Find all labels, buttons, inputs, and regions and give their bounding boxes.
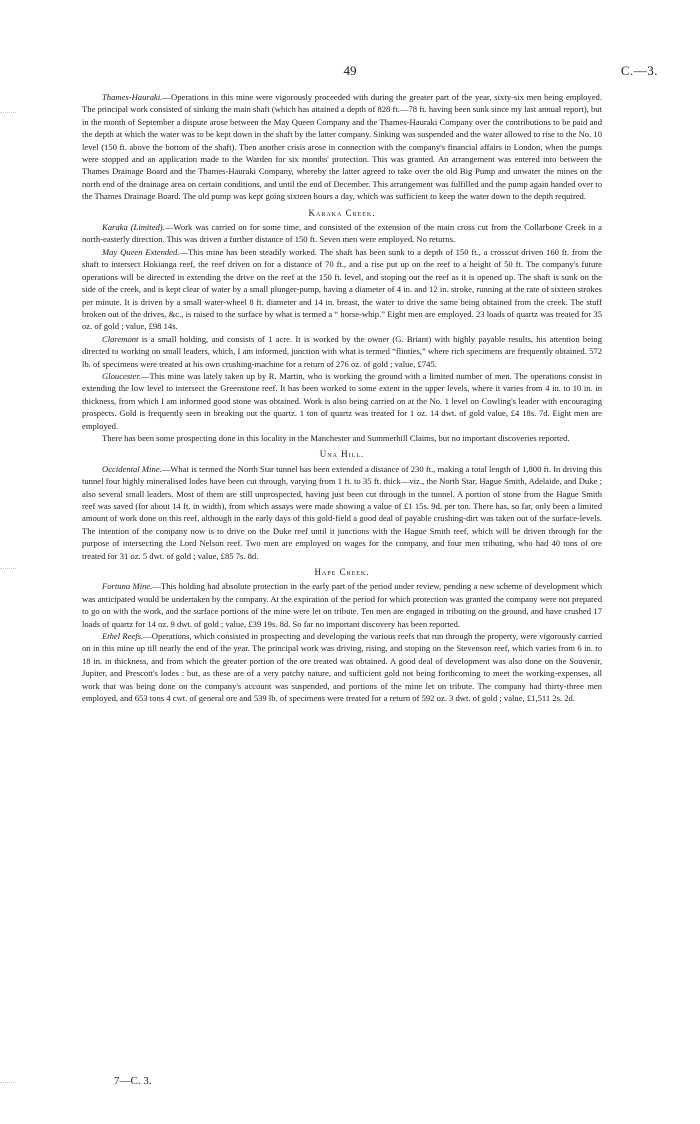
paragraph-text: —This mine was lately taken up by R. Martin, who is working the ground with a limited number of men. The operations consist in extending the low level to intersect the Greenstone reef. It has been worked to some extent in the upper levels, where it varies from 4 in. to 10 in. in thickness, from which I am informed good stone was obtained. Work is also being carried on at the No. 1 level on Cowling's leader with encouraging prospects. Gold is frequently seen in breaking out the quartz. 1 ton of quartz was treated for 1 oz. 14 dwt. of gold value, £4 18s. 7d. Eight men are employed. — [82, 370, 602, 431]
section-heading: Una Hill. — [319, 449, 365, 460]
mine-name: Ethel Reefs. — [102, 631, 144, 642]
paragraph — [82, 580, 602, 630]
mine-name: May Queen Extended. — [102, 246, 180, 257]
paragraph — [82, 463, 602, 562]
mine-name: Gloucester. — [102, 370, 141, 381]
series-label: C.—3. — [620, 63, 658, 78]
paragraph — [82, 246, 602, 333]
mine-name: Claremont — [102, 333, 139, 344]
paragraph-text: —This holding had absolute protection in the early part of the period under review, pending a new scheme of development which was anticipated would be undertaken by the company. At the expiration of the period for which protection was granted the company were not prepared to go on with the work, and the surface portions of the mine were let on tribute. Ten men are engaged in tributing on the ground, and have crushed 17 loads of quartz for 14 oz. 9 dwt. of gold ; value, £39 19s. 8d. So far no important discovery has been reported. — [82, 581, 602, 629]
paragraph-text: —What is termed the North Star tunnel has been extended a distance of 230 ft., making a total length of 1,800 ft. In driving this tunnel four highly mineralised lodes have been cut through, varying from 1 ft. to 35 ft. thick—viz., the North Star, Hague Smith, Adelaide, and Duke ; also several small leaders. Most of them are still unprospected, having just been cut through in the tunnel. A portion of stone from the Hague Smith reef was saved (for about 14 ft. in width), from which assays were made showing a value of £1 15s. 9d. per ton. There has, so far, only been a limited amount of work done on this reef, although in the early days of this gold-field a good deal of payable crushing-dirt was taken out of the surface-levels. The intention of the company now is to drive on the Duke reef until it junctions with the Hague Smith reef, which will be driven through for the purpose of intersecting the Lord Nelson reef. Two men are employed on wages for the company, and four men tributing, who had 40 tons of ore treated for 31 oz. 5 dwt. of gold ; value, £85 7s. 8d. — [82, 463, 602, 561]
paragraph — [82, 333, 602, 370]
paragraph-text: There has been some prospecting done in this locality in the Manchester and Summerhill Claims, but no important discoveries reported. — [102, 432, 570, 443]
section-heading: Hape Creek. — [314, 567, 370, 578]
paragraph — [82, 432, 602, 444]
paragraph-text: —Work was carried on for some time, and consisted of the extension of the main cross cut from the Collarbone Creek in a north-easterly direction. This was driven a further distance of 150 ft. Seven men were employed. No returns. — [82, 222, 603, 245]
paragraph — [82, 370, 602, 432]
mine-name: Thames-Hauraki. — [102, 92, 163, 102]
mine-name: Occidental Mine. — [102, 463, 162, 474]
section-heading: Karaka Creek. — [308, 207, 376, 218]
paragraph — [82, 91, 602, 203]
paragraph-text: —Operations, which consisted in prospecting and developing the various reefs that run through the property, were vigorously carried on in this mine up till nearly the end of the year. The principal work was driving, rising, and stoping on the Stevenson reef, which varies from 6 in. to 18 in. in thickness, and from which the greater portion of the ore treated was obtained. A good deal of development was also done on the Souvenir, Jupiter, and Prescott's lodes : but, as these are of a very patchy nature, and sufficient gold not being forthcoming to meet the working-expenses, all work that was being done on the company's account was suspended, and portions of the mine let on tribute. The company had thirty-three men employed, and 653 tons 4 cwt. of general ore and 539 lb. of specimens were treated for a return of 592 oz. 3 dwt. of gold ; value, £1,511 2s. 2d. — [82, 631, 602, 704]
mine-name: Fortuna Mine. — [102, 581, 153, 592]
report-body — [82, 91, 602, 705]
mine-name: Karaka (Limited). — [102, 222, 165, 233]
paragraph-text: —Operations in this mine were vigorously proceeded with during the greater part of the year, sixty-six men being employed. The principal work consisted of sinking the main shaft (which has attained a depth of 828 ft.—78 ft. having been sunk since my last annual report), but in the month of September a dispute arose between the May Queen Company and the Thames-Hauraki Company over the contributions to be paid and the depth at which the water was to be kept down in the shaft by the latter company. Sinking was suspended and the water allowed to rise to the No. 10 level (150 ft. above the bottom of the shaft). Then another crisis arose in connection with the company's financial affairs in London, when the pumps were stopped and an application made to the Warden for six months' protection. This was granted. An arrangement was entered into between the Thames Drainage Board and the Thames-Hauraki Company, whereby the latter agreed to take over the old Big Pump and unwater the mines on the north end of the drainage area on certain conditions, and until the end of December. This arrangement was fulfilled and the pump again handed over to the Thames Drainage Board. The old pump was kept going sixteen hours a day, which was sufficient to keep the water down to the depth required. — [82, 92, 602, 202]
page-edge-mark — [0, 568, 16, 569]
paragraph-text: is a small holding, and consists of 1 acre. It is worked by the owner (G. Briant) with highly payable results, his attention being directed to working on small leaders, which, I am informed, junction with what is termed “flinties,” where rich specimens are frequently obtained. 572 lb. of specimens were treated at his own crushing-machine for a return of 276 oz. of gold ; value, £745. — [82, 333, 602, 369]
paragraph — [82, 630, 602, 704]
sheet-signature: 7—C. 3. — [114, 1075, 152, 1087]
page-edge-mark — [0, 1082, 16, 1083]
paragraph-text: —This mine has been steadily worked. The shaft has been sunk to a depth of 150 ft., a crosscut driven 160 ft. from the shaft to intersect Hokianga reef, the reef driven on for a distance of 70 ft., and a rise put up on the reef to a height of 50 ft. The company's future operations will be directed in extending the drive on the reef at the 150 ft. level, and stoping out the reef as it is opened up. The shaft is sunk on the side of the creek, and is kept clear of water by a small plunger-pump, having a diameter of 4 in. and 12 in. stroke, running at the rate of sixteen strokes per minute. It is driven by a small water-wheel 8 ft. diameter and 14 in. breast, the water to drive the same being obtained from the creek. The stuff broken out of the drives, &c., is raised to the surface by what is termed a “ horse-whip.” Eight men are employed. 23 loads of quartz was treated for 35 oz. of gold ; value, £98 14s. — [82, 246, 602, 332]
page-number: 49 — [343, 63, 357, 78]
paragraph — [82, 221, 602, 246]
page-edge-mark — [0, 112, 16, 113]
